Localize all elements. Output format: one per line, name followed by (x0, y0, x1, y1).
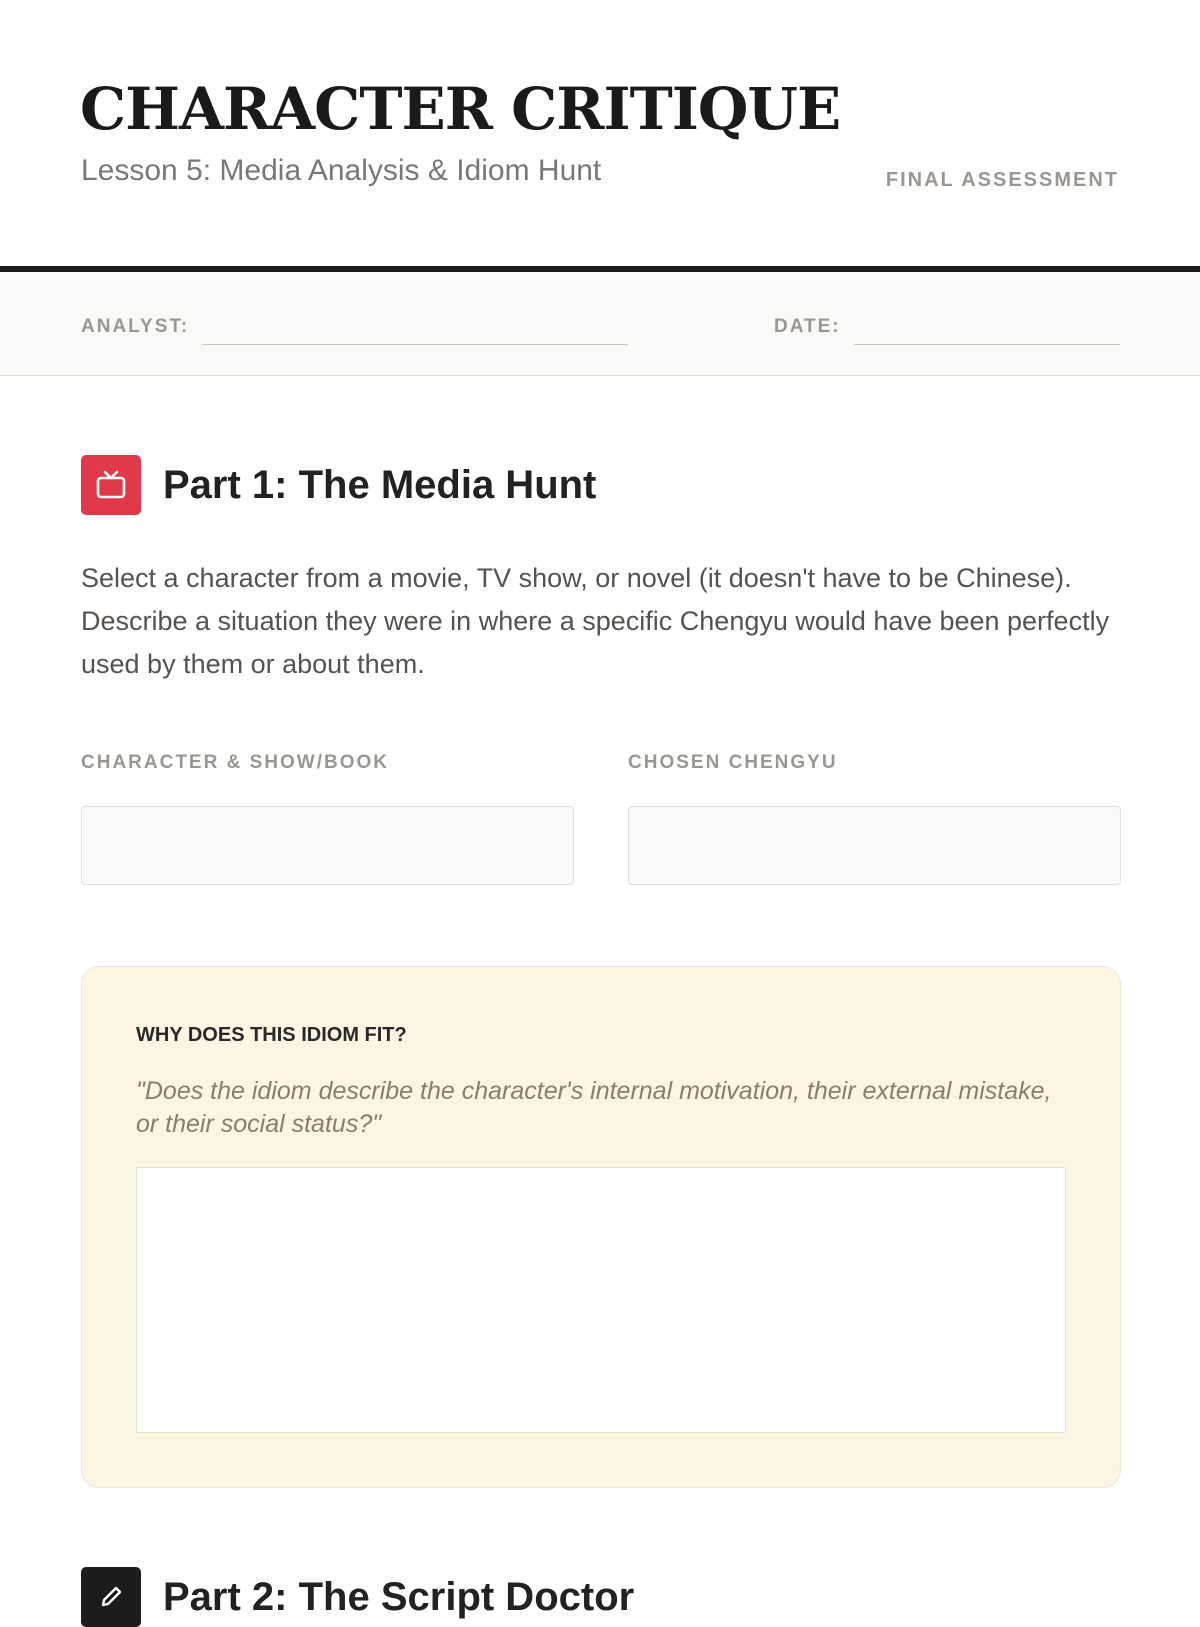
why-callout (81, 966, 1121, 1488)
date-field[interactable] (854, 344, 1120, 345)
analyst-field[interactable] (202, 344, 628, 345)
why-prompt: "Does the idiom describe the character's internal motivation, their external mistake, or their social status?" (136, 1077, 1052, 1138)
part1-header (81, 455, 596, 515)
tv-icon (81, 455, 141, 515)
pencil-icon (81, 1567, 141, 1627)
analyst-label: ANALYST: (81, 316, 190, 337)
part1-title: Part 1: The Media Hunt (163, 463, 597, 507)
character-input[interactable] (81, 806, 574, 885)
part2-header (81, 1567, 634, 1627)
assessment-tag: FINAL ASSESSMENT (885, 169, 1119, 191)
part1-instructions: Select a character from a movie, TV show, or novel (it doesn't have to be Chinese). Describe a situation they were in where a specific Chengyu would have been perfectly used by them or about them. (81, 563, 1110, 679)
part2-title: Part 2: The Script Doctor (163, 1575, 635, 1619)
worksheet-header (0, 0, 1200, 272)
why-label: WHY DOES THIS IDIOM FIT? (136, 1024, 407, 1046)
chengyu-label: CHOSEN CHENGYU (628, 752, 838, 773)
why-answer-area[interactable] (136, 1167, 1066, 1433)
page-subtitle: Lesson 5: Media Analysis & Idiom Hunt (81, 154, 602, 187)
page-title: CHARACTER CRITIQUE (80, 75, 841, 143)
date-label: DATE: (774, 316, 841, 337)
character-label: CHARACTER & SHOW/BOOK (81, 752, 389, 773)
chengyu-input[interactable] (628, 806, 1121, 885)
